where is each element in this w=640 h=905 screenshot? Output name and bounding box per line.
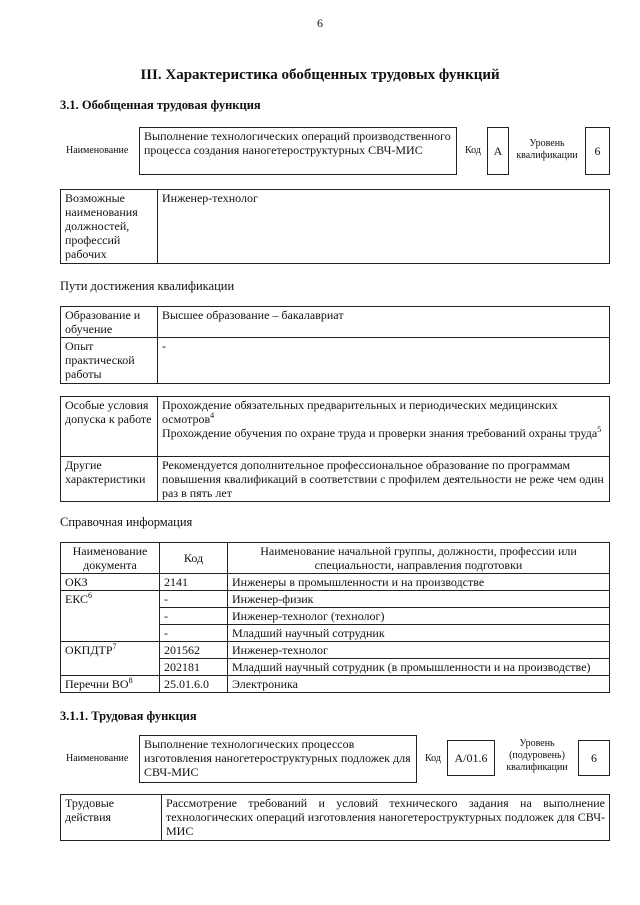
tf-code-label: Код [425,753,441,764]
ref-code-cell: - [160,591,228,608]
tf-level-value: 6 [578,740,610,776]
page-number: 6 [317,16,323,30]
other-label: Другие характеристики [61,457,158,502]
gtf-code-value: А [487,127,509,175]
reference-table [60,542,610,693]
gtf-code-label: Код [465,145,481,156]
footnote-ref-4: 4 [210,411,215,420]
ref-doc-cell: ЕКС$^6$ [61,591,160,642]
gtf-name-label: Наименование [66,145,129,156]
section-title: III. Характеристика обобщенных трудовых функций [140,67,500,83]
ref-name-cell: Младший научный сотрудник (в промышленности и на производстве) [228,659,610,676]
ref-header-name: Наименование начальной группы, должности, профессии или специальности, направления подготовки [228,543,610,574]
ref-name-cell: Инженер-технолог [228,642,610,659]
ref-name-cell: Инженер-технолог (технолог) [228,608,610,625]
ref-header-code: Код [160,543,228,574]
actions-label: Трудовые действия [61,795,162,841]
ref-doc-cell: ОКЗ [61,574,160,591]
conditions-table [60,396,610,502]
actions-table [60,794,610,841]
tf-level-label: Уровень (подуровень) квалификации [506,738,568,773]
conditions-value [158,397,610,457]
reference-heading: Справочная информация [60,515,193,529]
education-label: Образование и обучение [61,307,158,338]
ref-name-cell: Электроника [228,676,610,693]
education-value: Высшее образование – бакалавриат [158,307,610,338]
ref-code-cell: - [160,625,228,642]
tf-heading: 3.1.1. Трудовая функция [60,709,197,723]
conditions-line-1: Прохождение обязательных предварительных и периодических медицинских осмотров$^4$ [162,398,558,426]
other-value: Рекомендуется дополнительное профессиональное образование по программам повышения квалификаций в соответствии с профилем деятельности не реже чем один раз в пять лет [158,457,610,502]
tf-code-value: А/01.6 [447,740,495,776]
experience-value: - [158,338,610,384]
gtf-name-value: Выполнение технологических операций производственного процесса создания наногетероструктурных СВЧ-МИС [139,127,457,175]
positions-label: Возможные наименования должностей, профессий рабочих [61,190,158,264]
table-row [61,591,610,608]
ref-doc-cell: ОКПДТР$^7$ [61,642,160,676]
experience-label: Опыт практической работы [61,338,158,384]
ref-code-cell: 25.01.6.0 [160,676,228,693]
gtf-level-label: Уровень квалификации [516,138,578,161]
ref-code-cell: - [160,608,228,625]
gtf-level-value: 6 [585,127,610,175]
ref-code-cell: 202181 [160,659,228,676]
paths-table [60,306,610,384]
ref-name-cell: Инженер-физик [228,591,610,608]
ref-code-cell: 201562 [160,642,228,659]
positions-value: Инженер-технолог [158,190,610,264]
ref-doc-cell: Перечни $ВО^8$ [61,676,160,693]
table-row [61,574,610,591]
positions-table [60,189,610,264]
conditions-label: Особые условия допуска к работе [61,397,158,457]
footnote-ref-5: 5 [597,425,602,434]
table-row [61,642,610,659]
tf-name-label: Наименование [66,753,129,764]
ref-code-cell: 2141 [160,574,228,591]
ref-name-cell: Младший научный сотрудник [228,625,610,642]
actions-value: Рассмотрение требований и условий технического задания на выполнение технологических операций изготовления наногетероструктурных подложек для СВЧ-МИС [162,795,610,841]
tf-name-value: Выполнение технологических процессов изготовления наногетероструктурных подложек для СВЧ-МИС [139,735,417,783]
ref-header-doc: Наименование документа [61,543,160,574]
table-row [61,676,610,693]
ref-name-cell: Инженеры в промышленности и на производстве [228,574,610,591]
paths-heading: Пути достижения квалификации [60,279,235,293]
gtf-heading: 3.1. Обобщенная трудовая функция [60,98,261,112]
conditions-line-2: Прохождение обучения по охране труда и проверки знания требований охраны труда$^5$ [162,425,602,440]
